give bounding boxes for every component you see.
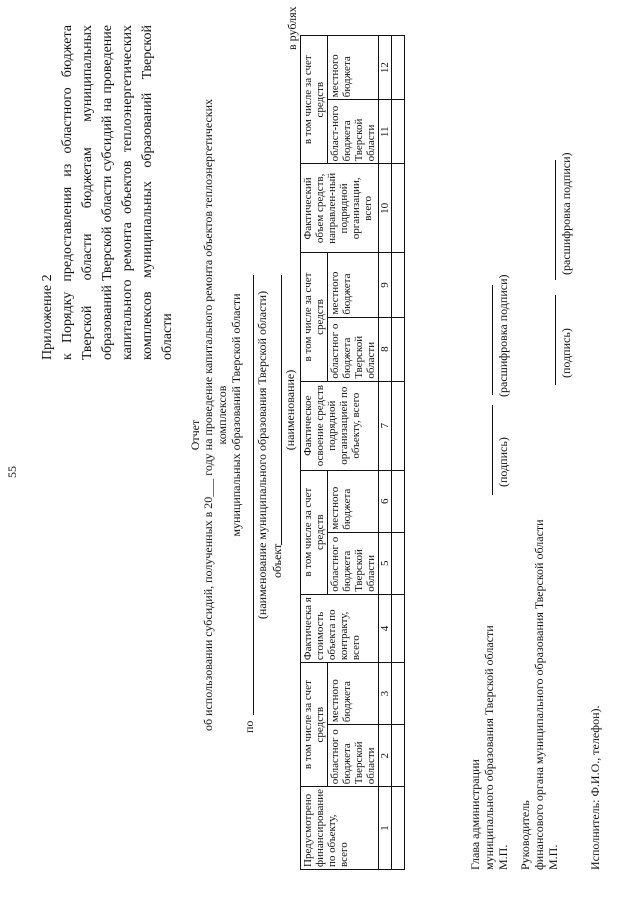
data-cell bbox=[392, 663, 405, 725]
fin-mp: М.П. bbox=[546, 844, 560, 870]
data-cell bbox=[392, 317, 405, 381]
head-decode-line bbox=[492, 285, 493, 395]
appendix-body: к Порядку предоставления из областного бюджета Тверской области бюджетам муниципальных образований Тверской области субсидий на проведение капитального ремонта объектов теплоэнергетических комплексов муниципальных образований Тверской области bbox=[60, 25, 175, 360]
fin-decode-caption: (расшифровка подписи) bbox=[559, 152, 573, 275]
data-cell bbox=[392, 787, 405, 870]
fin-decode-line bbox=[555, 160, 556, 280]
page-number: 55 bbox=[5, 466, 19, 478]
report-subtitle bbox=[201, 75, 243, 755]
column-number: 12 bbox=[379, 36, 392, 100]
data-row-blank bbox=[392, 36, 405, 870]
column-number: 11 bbox=[379, 100, 392, 164]
data-cell bbox=[392, 253, 405, 317]
column-number: 2 bbox=[379, 725, 392, 787]
subheader-local: местного бюджета bbox=[328, 253, 379, 317]
subheader-regional: област-ного бюджета Тверской области bbox=[328, 100, 379, 164]
municipality-blank-line bbox=[253, 275, 254, 715]
fin-sign-caption: (подпись) bbox=[559, 328, 573, 378]
subheader-local: местного бюджета bbox=[328, 36, 379, 100]
object-label: объект bbox=[270, 543, 284, 578]
report-table bbox=[300, 35, 405, 870]
table-header-row-1 bbox=[301, 36, 328, 870]
column-number: 7 bbox=[379, 381, 392, 470]
group-header-contract-cost: Фактическа я стоимость объекта по контракту, всего bbox=[301, 594, 379, 662]
head-sign-line bbox=[492, 405, 493, 495]
appendix-title: Приложение 2 bbox=[40, 274, 55, 360]
data-cell bbox=[392, 532, 405, 594]
column-number: 10 bbox=[379, 164, 392, 253]
executor-line: Исполнитель: Ф.И.О., телефон). bbox=[588, 705, 602, 870]
incl-header-4: в том числе за счет средств bbox=[301, 36, 328, 164]
head-sign-caption: (подпись) bbox=[496, 437, 510, 487]
incl-header-3: в том числе за счет средств bbox=[301, 253, 328, 381]
subheader-regional: областног о бюджета Тверской области bbox=[328, 532, 379, 594]
incl-header-1: в том числе за счет средств bbox=[301, 663, 328, 787]
fin-title-1: Руководитель bbox=[518, 800, 532, 870]
object-caption: (наименование) bbox=[283, 369, 297, 451]
column-number: 4 bbox=[379, 594, 392, 662]
subheader-local: местного бюджета bbox=[328, 470, 379, 532]
data-cell bbox=[392, 164, 405, 253]
group-header-actual-development: Фактическое освоение средств подрядной организацией по объекту, всего bbox=[301, 381, 379, 470]
head-title-1: Глава администрации bbox=[468, 759, 482, 870]
subheader-regional: областног о бюджета Тверской области bbox=[328, 725, 379, 787]
report-subtitle-line-1: об использовании субсидий, полученных в 20___ году на проведение капитального ремонта объектов теплоэнергетических комплексов bbox=[201, 98, 229, 732]
column-number-row bbox=[379, 36, 392, 870]
column-number: 8 bbox=[379, 317, 392, 381]
units-label: в рублях bbox=[285, 6, 299, 50]
subheader-local: местного бюджета bbox=[328, 663, 379, 725]
data-cell bbox=[392, 725, 405, 787]
subheader-regional: областног о бюджета Тверской области bbox=[328, 317, 379, 381]
data-cell bbox=[392, 381, 405, 470]
data-cell bbox=[392, 594, 405, 662]
head-mp: М.П. bbox=[496, 844, 510, 870]
head-title-2: муниципального образования Тверской области bbox=[482, 625, 496, 870]
data-cell bbox=[392, 36, 405, 100]
signature-head bbox=[468, 625, 510, 870]
fin-sign-line bbox=[555, 295, 556, 385]
head-decode-caption: (расшифровка подписи) bbox=[496, 274, 510, 397]
column-number: 6 bbox=[379, 470, 392, 532]
incl-header-2: в том числе за счет средств bbox=[301, 470, 328, 594]
report-subtitle-line-2: муниципальных образований Тверской области bbox=[229, 293, 243, 537]
column-number: 3 bbox=[379, 663, 392, 725]
signature-finance bbox=[518, 519, 560, 870]
report-title: Отчет bbox=[188, 419, 202, 451]
group-header-actual-volume: Фактический объем средств, направлен-ный подрядной организации, всего bbox=[301, 164, 379, 253]
data-cell bbox=[392, 100, 405, 164]
data-cell bbox=[392, 470, 405, 532]
object-blank-line bbox=[281, 275, 282, 545]
fin-title-2: финансового органа муниципального образования Тверской области bbox=[532, 519, 546, 870]
column-number: 1 bbox=[379, 787, 392, 870]
column-number: 9 bbox=[379, 253, 392, 317]
column-number: 5 bbox=[379, 532, 392, 594]
appendix-header bbox=[38, 25, 178, 360]
group-header-planned: Предусмотрено финансирование по объекту, всего bbox=[301, 787, 379, 870]
po-label: по bbox=[242, 720, 256, 733]
municipality-caption: (наименование муниципального образования Тверской области) bbox=[255, 290, 269, 620]
